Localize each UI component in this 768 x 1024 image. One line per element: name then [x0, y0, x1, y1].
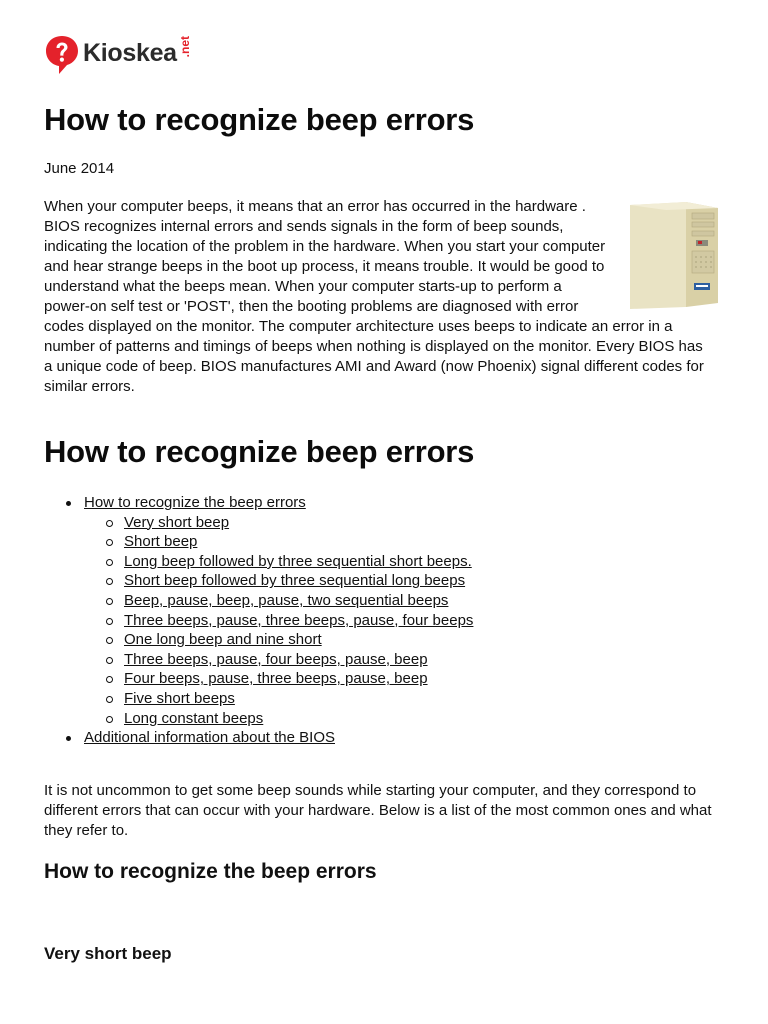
toc-link-four-three-one[interactable]: Four beeps, pause, three beeps, pause, beep	[124, 670, 428, 688]
toc-item	[44, 493, 724, 728]
intro-paragraph	[44, 197, 714, 397]
toc-link-beep-pause-two-beeps[interactable]: Beep, pause, beep, pause, two sequential beeps	[124, 591, 449, 609]
toc-subitem	[84, 650, 724, 670]
table-of-contents	[44, 493, 724, 748]
page-title: How to recognize beep errors	[44, 102, 475, 137]
toc-subitem	[84, 709, 724, 729]
toc-link-long-beep-three-short[interactable]: Long beep followed by three sequential short beeps.	[124, 552, 472, 570]
section-title: How to recognize beep errors	[44, 434, 475, 469]
section-heading: How to recognize the beep errors	[44, 860, 377, 883]
toc-item	[44, 728, 724, 748]
toc-subitem	[84, 532, 724, 552]
kioskea-logo[interactable]	[44, 34, 191, 78]
toc-subitem	[84, 669, 724, 689]
publish-date: June 2014	[44, 160, 115, 177]
toc-subitem	[84, 611, 724, 631]
toc-link-short-beep[interactable]: Short beep	[124, 533, 198, 551]
toc-subitem	[84, 630, 724, 650]
toc-link-long-constant-beeps[interactable]: Long constant beeps	[124, 709, 264, 727]
toc-link-additional-bios-info[interactable]: Additional information about the BIOS	[84, 729, 335, 747]
toc-subitem	[84, 571, 724, 591]
intro-text: When your computer beeps, it means that an error has occurred in the hardware . BIOS recognizes internal errors and sends signals in the form of beep sounds, indicating the location of the problem in the hardware. When you start your computer and hear strange beeps in the boot up process, it means trouble. It would be good to understand what the beeps mean. When your computer starts-up to perform a power-on self test or 'POST', then the booting problems are diagnosed with error codes displayed on the monitor. The computer architecture uses beeps to indicate an error in a number of patterns and timings of beeps when nothing is displayed on the monitor. Every BIOS has a unique code of beep. BIOS manufactures AMI and Award (now Phoenix) signal different codes for similar errors.	[44, 198, 704, 395]
toc-link-three-three-four[interactable]: Three beeps, pause, three beeps, pause, four beeps	[124, 611, 474, 629]
kioskea-logo-icon	[44, 34, 80, 76]
toc-subitem	[84, 513, 724, 533]
logo-tld: .net	[177, 36, 192, 58]
toc-link-very-short-beep[interactable]: Very short beep	[124, 513, 230, 531]
toc-subitem	[84, 689, 724, 709]
toc-link-five-short-beeps[interactable]: Five short beeps	[124, 689, 235, 707]
toc-subitem	[84, 591, 724, 611]
toc-link-three-four-one[interactable]: Three beeps, pause, four beeps, pause, beep	[124, 650, 428, 668]
subsection-heading: Very short beep	[44, 944, 172, 963]
toc-subitem	[84, 552, 724, 572]
computer-tower-image	[620, 199, 726, 313]
toc-link-recognize-beep-errors[interactable]: How to recognize the beep errors	[84, 494, 306, 511]
toc-link-short-beep-three-long[interactable]: Short beep followed by three sequential long beeps	[124, 572, 466, 590]
toc-sublist	[84, 513, 724, 729]
toc-link-one-long-nine-short[interactable]: One long beep and nine short	[124, 631, 322, 649]
logo-wordmark: Kioskea	[83, 39, 177, 67]
body-paragraph: It is not uncommon to get some beep sounds while starting your computer, and they correspond to different errors that can occur with your hardware. Below is a list of the most common ones and what they refer to.	[44, 782, 712, 839]
